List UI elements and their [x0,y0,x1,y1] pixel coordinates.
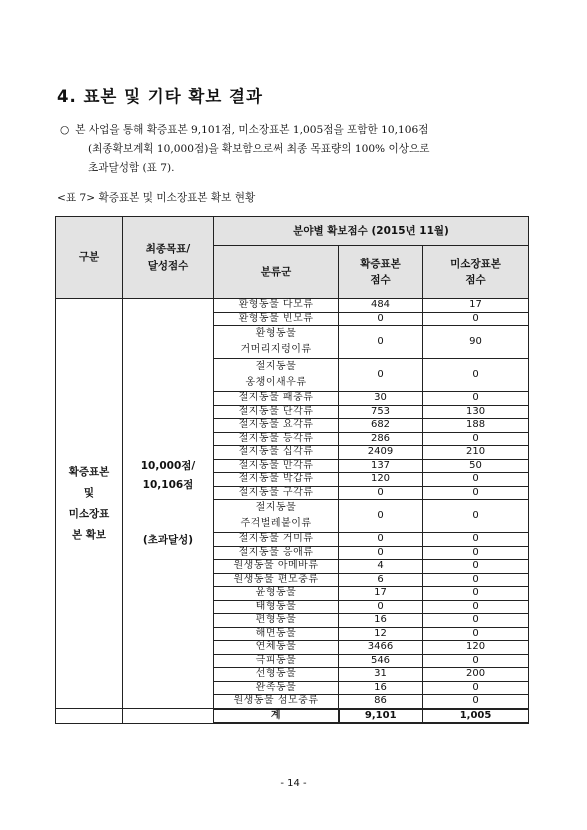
unowned-cell: 188 [423,419,529,433]
unowned-cell: 90 [423,326,529,359]
category-cell: 편형동물 [214,614,339,628]
confirmed-cell: 753 [339,405,423,419]
bullet-icon: ○ [60,124,70,136]
category-cell: 절지동물 박갑류 [214,473,339,487]
category-cell: 절지동물 만각류 [214,459,339,473]
confirmed-cell: 2409 [339,446,423,460]
category-cell: 환형동물 거머리지렁이류 [214,326,339,359]
confirmed-cell: 4 [339,560,423,574]
category-cell: 연체동물 [214,641,339,655]
unowned-cell: 0 [423,627,529,641]
table-row [56,299,529,313]
unowned-cell: 200 [423,668,529,682]
category-cell: 절지동물 주걱벌레붙이류 [214,500,339,533]
unowned-cell: 0 [423,573,529,587]
confirmed-cell: 16 [339,614,423,628]
confirmed-cell: 0 [339,546,423,560]
summary-line-3: 초과달성함 (표 7). [88,162,175,174]
unowned-cell: 120 [423,641,529,655]
unowned-cell: 0 [423,614,529,628]
category-cell: 윤형동물 [214,587,339,601]
confirmed-cell: 30 [339,392,423,406]
confirmed-cell: 286 [339,432,423,446]
unowned-cell: 0 [423,473,529,487]
category-cell: 선형동물 [214,668,339,682]
header-group: 구분 [56,217,123,299]
unowned-cell: 0 [423,560,529,574]
header-category: 분류군 [214,246,339,299]
category-cell: 절지동물 패충류 [214,392,339,406]
target-text: 10,000점/ [140,460,196,472]
confirmed-cell: 0 [339,359,423,392]
target-text: 10,106점 [142,479,194,491]
confirmed-cell: 16 [339,681,423,695]
specimen-table [55,216,529,724]
unowned-cell: 0 [423,312,529,326]
total-row [56,709,529,724]
header-field-scores: 분야별 확보점수 (2015년 11월) [214,217,529,246]
total-empty-cell [123,709,214,724]
page-number: - 14 - [280,778,307,789]
category-cell: 환형동물 다모류 [214,299,339,313]
unowned-cell: 50 [423,459,529,473]
summary-paragraph [60,121,540,178]
confirmed-cell: 0 [339,326,423,359]
confirmed-cell: 0 [339,312,423,326]
confirmed-cell: 6 [339,573,423,587]
confirmed-cell: 0 [339,486,423,500]
section-heading: 4. 표본 및 기타 확보 결과 [57,87,263,106]
confirmed-cell: 0 [339,500,423,533]
table-caption: <표 7> 확증표본 및 미소장표본 확보 현황 [57,192,256,204]
table-body [56,299,529,724]
summary-line-1: ○ 본 사업을 통해 확증표본 9,101점, 미소장표본 1,005점을 포함한 10,106점 [60,124,429,136]
confirmed-cell: 120 [339,473,423,487]
confirmed-cell: 0 [339,533,423,547]
unowned-cell: 210 [423,446,529,460]
confirmed-cell: 17 [339,587,423,601]
unowned-cell: 0 [423,392,529,406]
unowned-cell: 0 [423,681,529,695]
confirmed-cell: 546 [339,654,423,668]
target-cell [123,299,214,709]
category-cell: 극피동물 [214,654,339,668]
unowned-cell: 0 [423,533,529,547]
confirmed-cell: 31 [339,668,423,682]
unowned-cell: 0 [423,695,529,709]
category-cell: 절지동물 요각류 [214,419,339,433]
confirmed-cell: 137 [339,459,423,473]
unowned-cell: 0 [423,486,529,500]
unowned-cell: 130 [423,405,529,419]
target-status: (초과달성) [142,534,194,546]
category-cell: 태형동물 [214,600,339,614]
header-confirmed: 확증표본 점수 [339,246,423,299]
category-cell: 환형동물 빈모류 [214,312,339,326]
total-label: 계 [214,709,339,724]
unowned-cell: 0 [423,500,529,533]
category-cell: 절지동물 등각류 [214,432,339,446]
category-cell: 원생동물 편모충류 [214,573,339,587]
category-cell: 절지동물 응애류 [214,546,339,560]
category-cell: 절지동물 구각류 [214,486,339,500]
category-cell: 해면동물 [214,627,339,641]
confirmed-cell: 3466 [339,641,423,655]
unowned-cell: 0 [423,432,529,446]
header-unowned: 미소장표본 점수 [423,246,529,299]
unowned-cell: 0 [423,654,529,668]
category-cell: 절지동물 거미류 [214,533,339,547]
group-label: 확증표본 및 미소장표 본 확보 [56,299,123,709]
summary-line-2: (최종확보계획 10,000점)을 확보함으로써 최종 목표량의 100% 이상으로 [88,143,430,155]
category-cell: 원생동물 아메바류 [214,560,339,574]
header-target: 최종목표/ 달성점수 [123,217,214,299]
category-cell: 원생동물 섬모충류 [214,695,339,709]
total-empty-cell [56,709,123,724]
total-confirmed: 9,101 [339,709,423,724]
confirmed-cell: 86 [339,695,423,709]
unowned-cell: 17 [423,299,529,313]
category-cell: 절지동물 단각류 [214,405,339,419]
unowned-cell: 0 [423,587,529,601]
unowned-cell: 0 [423,359,529,392]
category-cell: 절지동물 십각류 [214,446,339,460]
target-gap [123,495,213,531]
category-cell: 절지동물 옹챙이새우류 [214,359,339,392]
unowned-cell: 0 [423,546,529,560]
confirmed-cell: 12 [339,627,423,641]
unowned-cell: 0 [423,600,529,614]
total-unowned: 1,005 [423,709,529,724]
category-cell: 완족동물 [214,681,339,695]
confirmed-cell: 682 [339,419,423,433]
confirmed-cell: 0 [339,600,423,614]
confirmed-cell: 484 [339,299,423,313]
